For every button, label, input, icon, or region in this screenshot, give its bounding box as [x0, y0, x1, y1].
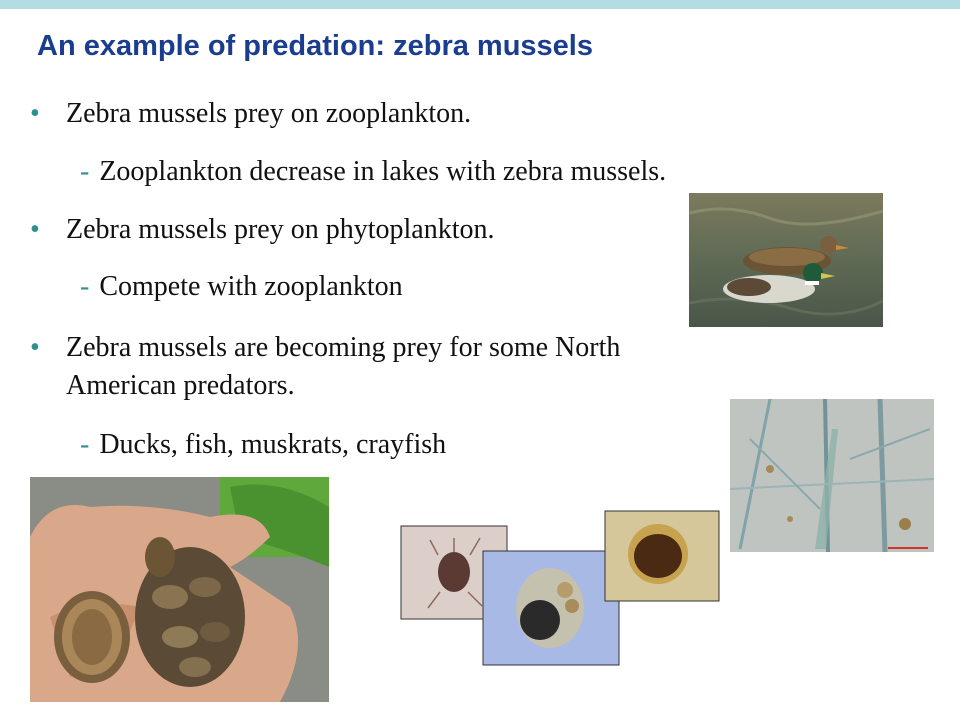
mussels-illustration: [30, 477, 329, 702]
hand-holding-zebra-mussels-photo: [30, 477, 329, 702]
slide-title: An example of predation: zebra mussels: [37, 30, 593, 62]
zooplankton-illustration: [400, 510, 720, 670]
bullet-text: Zebra mussels prey on zooplankton.: [66, 98, 472, 129]
top-accent-bar: [0, 0, 960, 9]
bullet-text: Zebra mussels prey on phytoplankton.: [66, 214, 495, 245]
bullet-icon: •: [30, 214, 40, 245]
sub-bullet-text: Ducks, fish, muskrats, crayfish: [99, 429, 447, 460]
dash-icon: -: [80, 429, 90, 460]
bullet-text-line-1: Zebra mussels are becoming prey for some North: [66, 332, 621, 363]
dash-icon: -: [80, 271, 90, 302]
sub-bullet-text: Compete with zooplankton: [99, 271, 403, 302]
phytoplankton-illustration: [730, 399, 934, 552]
bullet-icon: •: [30, 98, 40, 129]
bullet-text-line-2: American predators.: [66, 370, 295, 401]
sub-bullet-item: [80, 270, 403, 304]
sub-bullet-item: [80, 428, 446, 462]
dash-icon: -: [80, 156, 90, 187]
sub-bullet-item: [80, 155, 666, 189]
phytoplankton-micrograph: [730, 399, 934, 552]
mallard-ducks-photo: [689, 193, 883, 327]
sub-bullet-text: Zooplankton decrease in lakes with zebra mussels.: [99, 156, 667, 187]
bullet-icon: •: [30, 332, 40, 363]
ducks-illustration: [689, 193, 883, 327]
zooplankton-micrographs: [400, 510, 720, 670]
